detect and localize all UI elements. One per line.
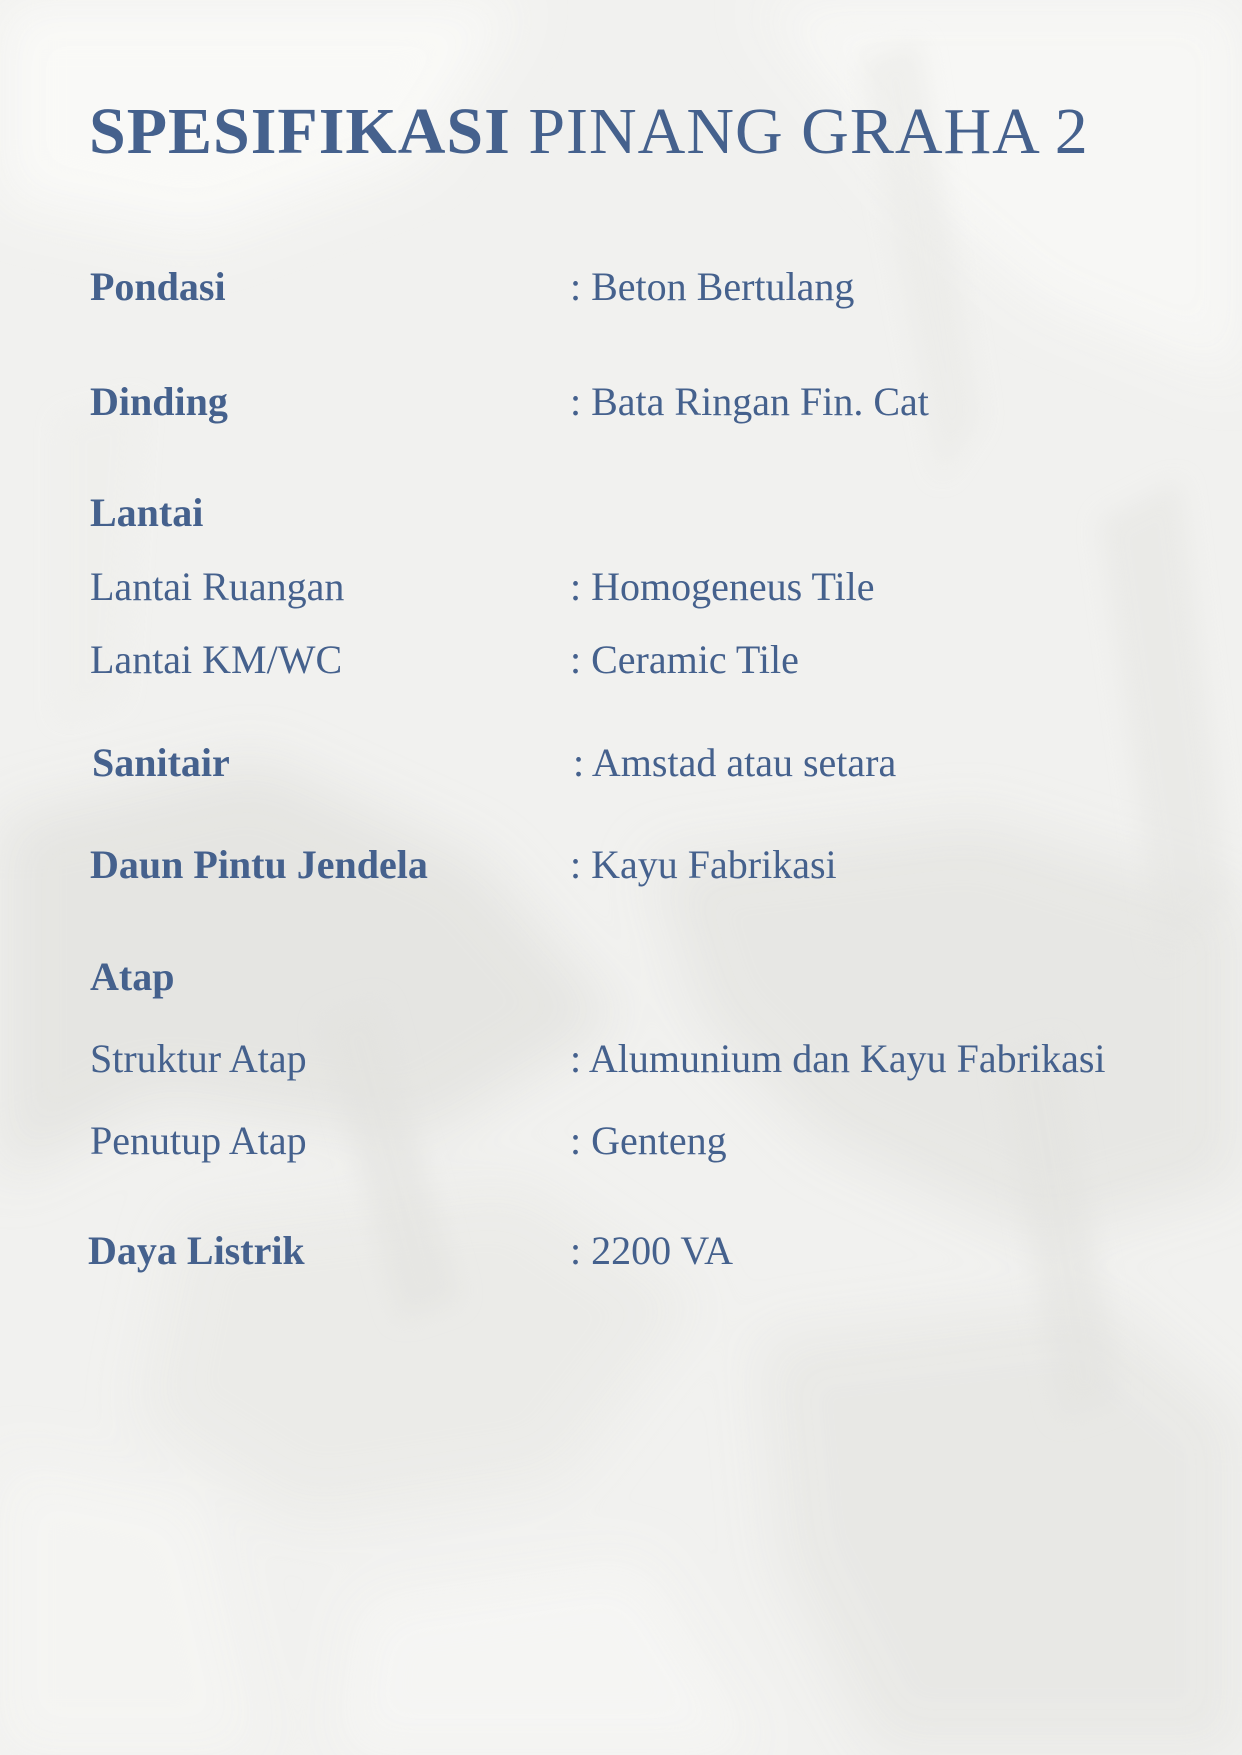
spec-section-heading xyxy=(0,488,1242,538)
spec-value: : Kayu Fabrikasi xyxy=(570,842,837,887)
spec-value: : Alumunium dan Kayu Fabrikasi xyxy=(570,1036,1106,1081)
spec-label: Lantai xyxy=(90,490,204,535)
title-bold: SPESIFIKASI xyxy=(89,95,511,168)
spec-label: Pondasi xyxy=(90,264,226,309)
spec-row xyxy=(0,1226,1242,1276)
spec-label: Daun Pintu Jendela xyxy=(90,842,428,887)
spec-label: Sanitair xyxy=(92,740,230,785)
spec-label: Struktur Atap xyxy=(90,1036,307,1081)
spec-value: : Bata Ringan Fin. Cat xyxy=(570,379,929,424)
spec-row xyxy=(0,1034,1242,1084)
spec-value: : Homogeneus Tile xyxy=(570,564,875,609)
spec-value: : 2200 VA xyxy=(570,1228,734,1273)
spec-row xyxy=(0,738,1242,788)
spec-value: : Genteng xyxy=(570,1118,727,1163)
spec-row xyxy=(0,377,1242,427)
spec-value: : Amstad atau setara xyxy=(573,740,897,785)
spec-section-heading xyxy=(0,952,1242,1002)
spec-label: Atap xyxy=(90,954,175,999)
spec-label: Lantai Ruangan xyxy=(90,564,345,609)
spec-row xyxy=(0,262,1242,312)
spec-label: Daya Listrik xyxy=(88,1228,305,1273)
spec-label: Penutup Atap xyxy=(90,1118,307,1163)
title-rest: PINANG GRAHA 2 xyxy=(510,95,1089,168)
spec-label: Lantai KM/WC xyxy=(90,637,343,682)
spec-value: : Ceramic Tile xyxy=(570,637,799,682)
spec-row xyxy=(0,635,1242,685)
spec-label: Dinding xyxy=(90,379,228,424)
spec-row xyxy=(0,1116,1242,1166)
page-title xyxy=(89,92,1089,172)
spec-value: : Beton Bertulang xyxy=(570,264,855,309)
spec-row xyxy=(0,562,1242,612)
spec-row xyxy=(0,840,1242,890)
